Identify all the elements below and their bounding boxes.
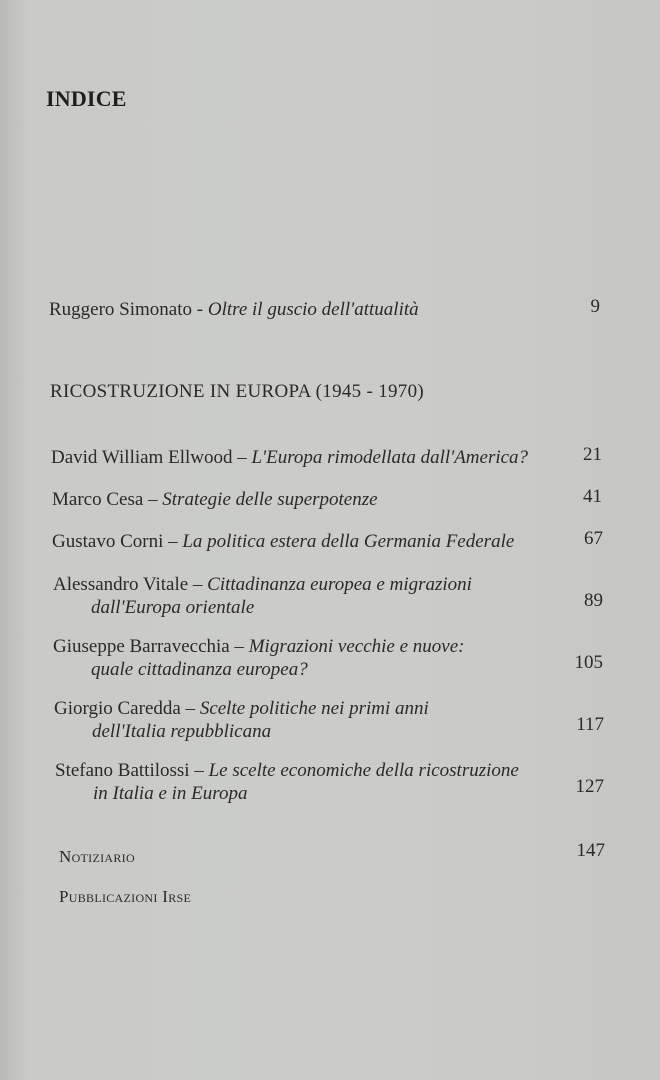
- entry-separator: –: [229, 636, 249, 657]
- entry-title: Migrazioni vecchie e nuove:: [248, 636, 465, 657]
- toc-entry: [55, 759, 519, 805]
- entry-page-number: 21: [583, 444, 602, 465]
- toc-entry-intro: [49, 298, 419, 321]
- entry-page-number: 127: [575, 776, 604, 797]
- entry-separator: –: [188, 574, 208, 595]
- entry-title: L'Europa rimodellata dall'America?: [251, 447, 529, 468]
- toc-entry: [52, 488, 378, 511]
- entry-author: Giorgio Caredda: [54, 698, 181, 719]
- entry-separator: –: [189, 760, 209, 781]
- entry-title-continuation: dell'Italia repubblicana: [92, 721, 272, 742]
- entry-title-continuation: quale cittadinanza europea?: [91, 659, 308, 680]
- toc-entry: [54, 697, 429, 743]
- entry-page-number: 117: [576, 714, 604, 735]
- section-heading: RICOSTRUZIONE IN EUROPA (1945 - 1970): [50, 381, 425, 402]
- entry-author: David William Ellwood: [51, 447, 233, 468]
- entry-separator: –: [180, 698, 200, 719]
- entry-page-number: 105: [574, 652, 603, 673]
- entry-author: Alessandro Vitale: [53, 574, 189, 595]
- entry-title: Cittadinanza europea e migrazioni: [207, 574, 472, 595]
- entry-author: Stefano Battilossi: [55, 760, 190, 781]
- entry-separator: –: [163, 531, 183, 552]
- entry-title: Le scelte economiche della ricostruzione: [208, 760, 519, 781]
- entry-title: Oltre il guscio dell'attualità: [207, 299, 419, 320]
- entry-separator: –: [232, 447, 252, 468]
- entry-page-number: 9: [590, 296, 600, 317]
- pubblicazioni-label: Pubblicazioni Irse: [59, 887, 192, 906]
- entry-author: Ruggero Simonato: [49, 299, 193, 320]
- toc-entry: [53, 573, 472, 619]
- entry-page-number: 41: [583, 486, 602, 507]
- page-title: INDICE: [46, 86, 127, 111]
- entry-author: Giuseppe Barravecchia: [53, 636, 230, 657]
- toc-entry: [53, 635, 465, 681]
- entry-title-continuation: in Italia e in Europa: [93, 783, 248, 804]
- toc-entry: [52, 530, 514, 553]
- entry-page-number: 89: [584, 590, 603, 611]
- notiziario-label: Notiziario: [59, 847, 135, 866]
- notiziario-page-number: 147: [576, 840, 605, 861]
- entry-separator: -: [192, 299, 208, 320]
- entry-author: Marco Cesa: [52, 489, 144, 510]
- entry-separator: –: [143, 489, 163, 510]
- entry-page-number: 67: [584, 528, 603, 549]
- toc-entry: [51, 446, 528, 469]
- entry-title: La politica estera della Germania Federale: [182, 531, 515, 552]
- entry-title-continuation: dall'Europa orientale: [91, 597, 255, 618]
- entry-author: Gustavo Corni: [52, 531, 164, 552]
- entry-title: Scelte politiche nei primi anni: [199, 698, 429, 719]
- entry-title: Strategie delle superpotenze: [162, 489, 378, 510]
